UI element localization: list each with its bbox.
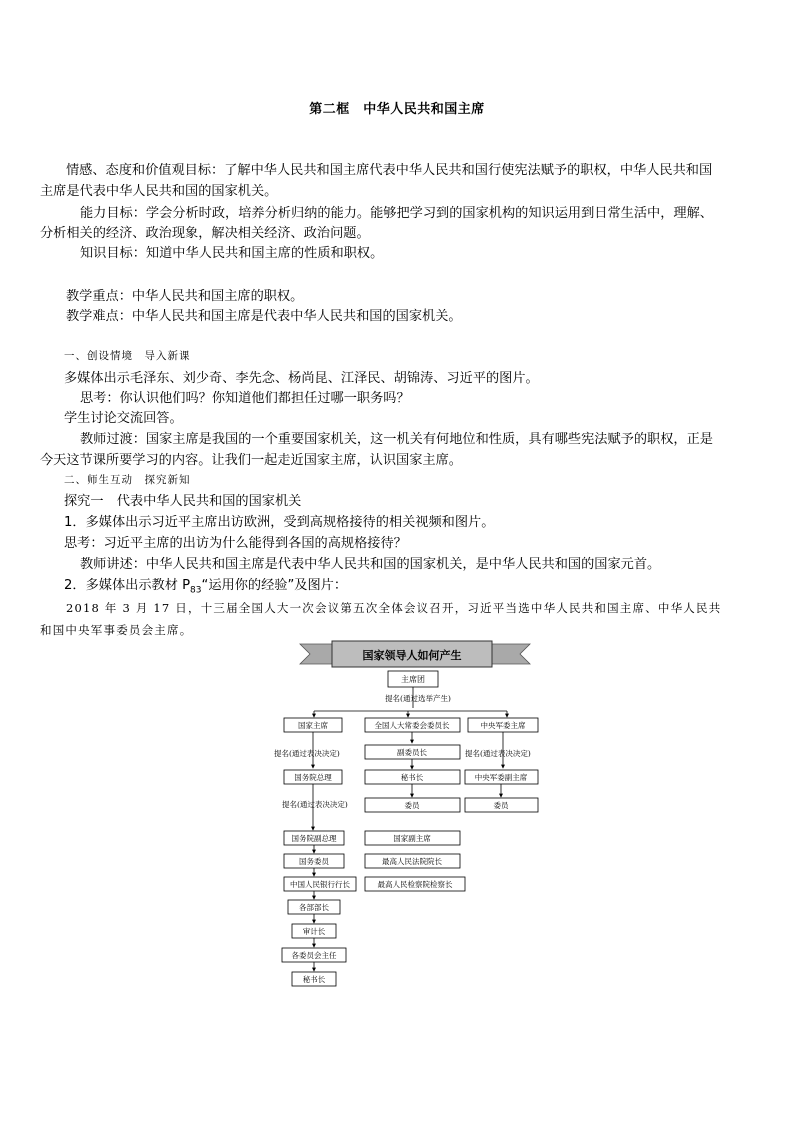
leader-diagram (270, 638, 560, 988)
section1-line2: 思考：你认识他们吗？你知道他们都担任过哪一职务吗？ (80, 391, 410, 406)
section1-line3: 学生讨论交流回答。 (64, 411, 183, 426)
difficult-point: 教学难点：中华人民共和国主席是代表中华人民共和国的国家机关。 (66, 309, 462, 324)
president-box: 国家主席 (298, 721, 328, 730)
presidium-box: 主席团 (401, 675, 425, 684)
section1-line4: 教师过渡：国家主席是我国的一个重要国家机关，这一机关有何地位和性质，具有哪些宪法赋予的职权，正是 (80, 432, 713, 447)
news-line2: 和国中央军事委员会主席。 (40, 623, 193, 637)
teacher-explain: 教师讲述：中华人民共和国主席是代表中华人民共和国的国家机关，是中华人民共和国的国家元首。 (80, 557, 661, 572)
vice-president-box: 国家副主席 (393, 834, 431, 843)
goal-knowledge: 知识目标：知道中华人民共和国主席的性质和职权。 (80, 246, 384, 261)
cmc-vice-box: 中央军委副主席 (474, 773, 528, 782)
goal-ability-line2: 分析相关的经济、政治现象，解决相关经济、政治问题。 (40, 226, 370, 241)
nominate-elect-label: 提名(通过选举产生) (385, 694, 451, 703)
key-point: 教学重点：中华人民共和国主席的职权。 (66, 289, 304, 304)
diagram-banner (300, 641, 530, 667)
vice-premier-box: 国务院副总理 (291, 834, 337, 843)
think-question: 思考：习近平主席的出访为什么能得到各国的高规格接待？ (64, 536, 407, 551)
section1-line1: 多媒体出示毛泽东、刘少奇、李先念、杨尚昆、江泽民、胡锦涛、习近平的图片。 (64, 371, 539, 386)
goal-emotion-line2: 主席是代表中华人民共和国的国家机关。 (40, 184, 278, 199)
pboc-governor-box: 中国人民银行行长 (290, 880, 350, 889)
premier-box: 国务院总理 (294, 773, 332, 782)
goal-emotion-line1: 情感、态度和价值观目标：了解中华人民共和国主席代表中华人民共和国行使宪法赋予的职权，中华人民共和国 (66, 163, 713, 178)
procurator-box: 最高人民检察院检察长 (377, 880, 453, 889)
section1-heading: 一、创设情境 导入新课 (64, 350, 191, 362)
cmc-member-box: 委员 (493, 801, 509, 810)
nominate-vote-mid-label: 提名(通过表决决定) (282, 800, 348, 809)
npcsc-chair-box: 全国人大常委会委员长 (374, 721, 450, 730)
vice-chair-box: 副委员长 (397, 748, 427, 757)
court-president-box: 最高人民法院院长 (382, 857, 442, 866)
commission-heads-box: 各委员会主任 (291, 951, 337, 960)
banner-text: 国家领导人如何产生 (362, 649, 462, 662)
item2-suffix: “运用你的经验”及图片： (201, 578, 348, 593)
ministers-box: 各部部长 (299, 903, 329, 912)
section1-line5: 今天这节课所要学习的内容。让我们一起走近国家主席，认识国家主席。 (40, 453, 462, 468)
item1: 1．多媒体出示习近平主席出访欧洲，受到高规格接待的相关视频和图片。 (64, 515, 495, 530)
news-line1: 2018 年 3 月 17 日，十三届全国人大一次会议第五次全体会议召开，习近平当选中华人民共和国主席、中华人民共 (66, 601, 722, 615)
page-title: 第二框 中华人民共和国主席 (309, 102, 485, 117)
item2-page-sub: 83 (190, 585, 202, 596)
npc-member-box: 委员 (404, 801, 420, 810)
state-councilor-box: 国务委员 (299, 857, 329, 866)
item2-prefix: 2．多媒体出示教材 P (64, 578, 191, 593)
cmc-chair-box: 中央军委主席 (480, 721, 526, 730)
goal-ability-line1: 能力目标：学会分析时政，培养分析归纳的能力。能够把学习到的国家机构的知识运用到日常生活中，理解、 (80, 206, 713, 221)
nominate-vote-right-label: 提名(通过表决决定) (465, 749, 531, 758)
section2-heading: 二、师生互动 探究新知 (64, 474, 191, 486)
nominate-vote-left-label: 提名(通过表决决定) (274, 749, 340, 758)
auditor-box: 审计长 (302, 927, 326, 936)
sg-state-council-box: 秘书长 (302, 975, 326, 984)
npc-secretary-box: 秘书长 (400, 773, 424, 782)
explore1-heading: 探究一 代表中华人民共和国的国家机关 (64, 494, 302, 509)
